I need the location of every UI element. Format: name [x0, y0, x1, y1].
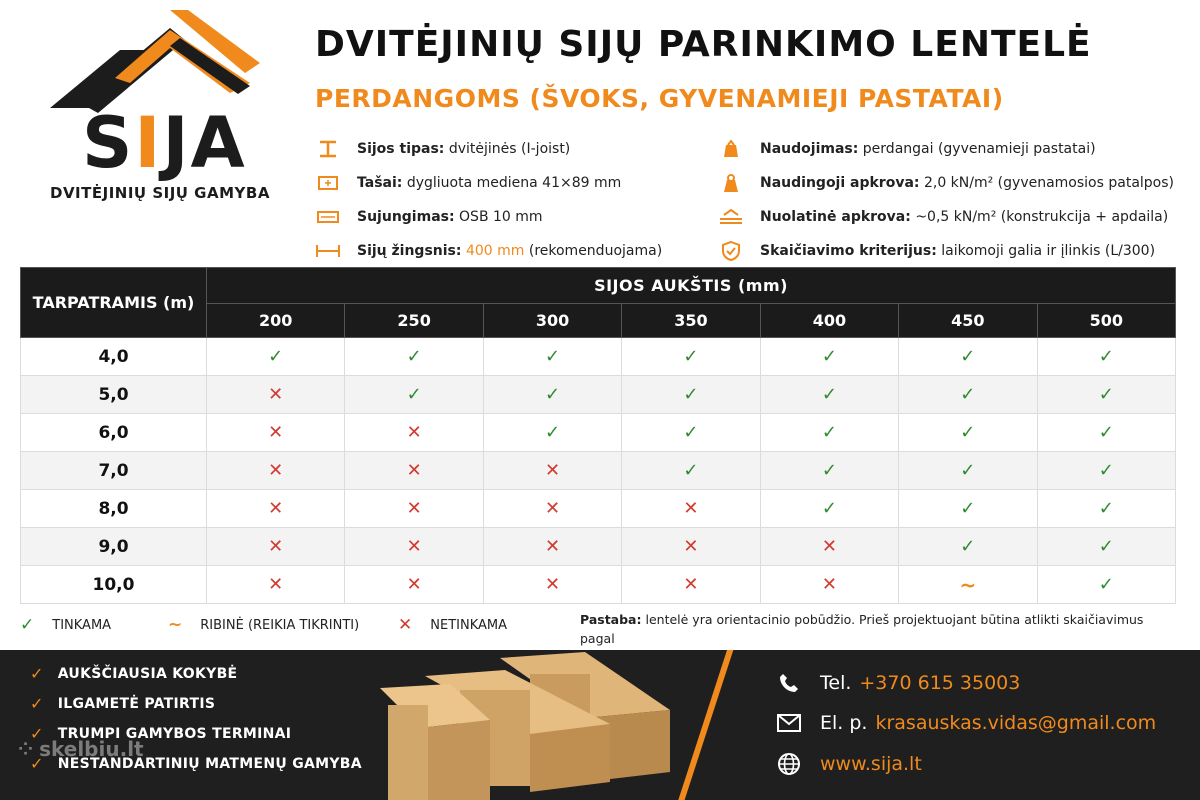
- spec-spacing: Sijų žingsnis: 400 mm (rekomenduojama): [315, 234, 662, 268]
- timber-icon: [315, 172, 341, 194]
- suitability-cell: [483, 452, 621, 490]
- check-icon: ✓: [821, 384, 837, 405]
- logo: [20, 8, 280, 202]
- span-value: 7,0: [21, 452, 207, 490]
- spec-beam-type: Sijos tipas: dvitėjinės (I-joist): [315, 132, 662, 166]
- usage-icon: [718, 138, 744, 160]
- suitability-cell: [483, 414, 621, 452]
- osb-board-icon: [315, 206, 341, 228]
- logo-tagline: DVITĖJINIŲ SIJŲ GAMYBA: [50, 184, 270, 202]
- cross-icon: ✕: [268, 536, 284, 557]
- page-subtitle: PERDANGOMS (ŠVOKS, GYVENAMIEJI PASTATAI): [315, 84, 1004, 113]
- tilde-icon: ~: [959, 572, 977, 597]
- span-value: 10,0: [21, 566, 207, 604]
- suitability-cell: [345, 376, 483, 414]
- contact-phone: Tel. +370 615 35003: [776, 672, 1020, 694]
- permanent-load-icon: [718, 206, 744, 228]
- cross-icon: ✕: [821, 574, 837, 595]
- cross-icon: ✕: [268, 498, 284, 519]
- suitability-cell: [899, 452, 1037, 490]
- cross-icon: ✕: [268, 574, 284, 595]
- row-header-span: TARPATRAMIS (m): [21, 268, 207, 338]
- check-icon: ✓: [960, 422, 976, 443]
- cross-icon: ✕: [406, 574, 422, 595]
- column-header: 500: [1037, 304, 1175, 338]
- cross-icon: ✕: [406, 422, 422, 443]
- column-header: 450: [899, 304, 1037, 338]
- phone-link[interactable]: +370 615 35003: [859, 672, 1021, 694]
- check-icon: ✓: [30, 754, 44, 773]
- i-beam-icon: [315, 138, 341, 160]
- suitability-cell: [207, 566, 345, 604]
- suitability-cell: [1037, 566, 1175, 604]
- cross-icon: ✕: [268, 422, 284, 443]
- span-value: 8,0: [21, 490, 207, 528]
- suitability-cell: [207, 452, 345, 490]
- span-value: 4,0: [21, 338, 207, 376]
- check-icon: ✓: [683, 422, 699, 443]
- footer: [0, 650, 1200, 800]
- suitability-cell: [1037, 452, 1175, 490]
- column-header: 250: [345, 304, 483, 338]
- page-title: DVITĖJINIŲ SIJŲ PARINKIMO LENTELĖ: [315, 24, 1092, 65]
- check-icon: ✓: [1098, 574, 1114, 595]
- cross-icon: ✕: [406, 460, 422, 481]
- table-row: [21, 376, 1176, 414]
- suitability-cell: [483, 376, 621, 414]
- check-icon: ✓: [821, 498, 837, 519]
- suitability-cell: [760, 566, 898, 604]
- suitability-cell: [760, 452, 898, 490]
- check-icon: ✓: [1098, 460, 1114, 481]
- check-icon: ✓: [406, 384, 422, 405]
- check-icon: ✓: [960, 460, 976, 481]
- suitability-cell: [207, 338, 345, 376]
- suitability-cell: [1037, 490, 1175, 528]
- cross-icon: ✕: [406, 536, 422, 557]
- check-icon: ✓: [1098, 422, 1114, 443]
- suitability-cell: [1037, 338, 1175, 376]
- suitability-cell: [622, 566, 760, 604]
- cross-icon: ✕: [545, 498, 561, 519]
- contact-email: El. p. krasauskas.vidas@gmail.com: [776, 712, 1156, 734]
- cross-icon: ✕: [268, 460, 284, 481]
- cross-icon: ✕: [545, 574, 561, 595]
- column-header: 300: [483, 304, 621, 338]
- wooden-beams-image: [380, 650, 700, 800]
- suitability-cell: [345, 566, 483, 604]
- check-icon: ✓: [1098, 384, 1114, 405]
- selection-table: [20, 267, 1176, 604]
- check-icon: ✓: [683, 346, 699, 367]
- weight-icon: [718, 172, 744, 194]
- column-header: 350: [622, 304, 760, 338]
- column-group-header: SIJOS AUKŠTIS (mm): [207, 268, 1176, 304]
- suitability-cell: [1037, 376, 1175, 414]
- table-row: [21, 566, 1176, 604]
- cross-icon: ✕: [821, 536, 837, 557]
- check-icon: ✓: [821, 422, 837, 443]
- phone-icon: [776, 672, 802, 694]
- website-link[interactable]: www.sija.lt: [820, 753, 922, 775]
- suitability-cell: [345, 414, 483, 452]
- cross-icon: ✕: [683, 574, 699, 595]
- cross-icon: ✕: [406, 498, 422, 519]
- suitability-cell: [899, 338, 1037, 376]
- check-icon: ✓: [960, 536, 976, 557]
- suitability-cell: [622, 452, 760, 490]
- suitability-cell: [345, 528, 483, 566]
- envelope-icon: [776, 714, 802, 732]
- suitability-cell: [760, 490, 898, 528]
- suitability-cell: [345, 490, 483, 528]
- spec-criterion: Skaičiavimo kriterijus: laikomoji galia ir įlinkis (L/300): [718, 234, 1174, 268]
- spacing-icon: [315, 240, 341, 262]
- suitability-cell: [760, 376, 898, 414]
- check-icon: ✓: [30, 724, 44, 743]
- cross-icon: ✕: [545, 536, 561, 557]
- check-icon: ✓: [545, 422, 561, 443]
- email-link[interactable]: krasauskas.vidas@gmail.com: [875, 712, 1157, 734]
- suitability-cell: [899, 376, 1037, 414]
- feature-item: ✓ TRUMPI GAMYBOS TERMINAI: [30, 724, 292, 743]
- table-row: [21, 414, 1176, 452]
- table-row: [21, 528, 1176, 566]
- spec-timber: Tašai: dygliuota mediena 41×89 mm: [315, 166, 662, 200]
- suitability-cell: [622, 414, 760, 452]
- cross-icon: ✕: [268, 384, 284, 405]
- check-icon: ✓: [821, 460, 837, 481]
- column-header: 400: [760, 304, 898, 338]
- check-icon: ✓: [960, 498, 976, 519]
- suitability-cell: [483, 490, 621, 528]
- span-value: 5,0: [21, 376, 207, 414]
- suitability-cell: [1037, 414, 1175, 452]
- feature-item: ✓ ILGAMETĖ PATIRTIS: [30, 694, 216, 713]
- spec-connection: Sujungimas: OSB 10 mm: [315, 200, 662, 234]
- suitability-cell: [622, 376, 760, 414]
- check-icon: ✓: [683, 384, 699, 405]
- suitability-cell: [899, 490, 1037, 528]
- check-icon: ✓: [821, 346, 837, 367]
- check-icon: ✓: [268, 346, 284, 367]
- cross-icon: ✕: [545, 460, 561, 481]
- spec-live-load: Naudingoji apkrova: 2,0 kN/m² (gyvenamosios patalpos): [718, 166, 1174, 200]
- suitability-cell: [483, 528, 621, 566]
- suitability-cell: [1037, 528, 1175, 566]
- spec-dead-load: Nuolatinė apkrova: ~0,5 kN/m² (konstrukcija + apdaila): [718, 200, 1174, 234]
- legend-ok: ✓ TINKAMA: [20, 615, 112, 635]
- check-icon: ✓: [30, 664, 44, 683]
- check-icon: ✓: [960, 384, 976, 405]
- table-row: [21, 452, 1176, 490]
- check-icon: ✓: [683, 460, 699, 481]
- check-icon: ✓: [960, 346, 976, 367]
- suitability-cell: [622, 490, 760, 528]
- logo-wordmark: SIJA: [82, 102, 247, 184]
- span-value: 9,0: [21, 528, 207, 566]
- specs-left: [315, 132, 662, 268]
- column-header: 200: [207, 304, 345, 338]
- specs-right: [718, 132, 1174, 268]
- suitability-cell: [899, 566, 1037, 604]
- table-row: [21, 490, 1176, 528]
- spec-usage: Naudojimas: perdangai (gyvenamieji pastatai): [718, 132, 1174, 166]
- suitability-cell: [207, 528, 345, 566]
- cross-icon: ✕: [683, 536, 699, 557]
- suitability-cell: [760, 338, 898, 376]
- feature-item: ✓ AUKŠČIAUSIA KOKYBĖ: [30, 664, 238, 683]
- check-icon: ✓: [30, 694, 44, 713]
- check-icon: ✓: [406, 346, 422, 367]
- suitability-cell: [760, 528, 898, 566]
- contact-web: [776, 752, 922, 776]
- suitability-cell: [345, 338, 483, 376]
- suitability-cell: [483, 566, 621, 604]
- suitability-cell: [483, 338, 621, 376]
- dots-icon: ⁘: [18, 738, 34, 760]
- check-icon: ✓: [1098, 346, 1114, 367]
- check-icon: ✓: [545, 384, 561, 405]
- suitability-cell: [207, 414, 345, 452]
- shield-icon: [718, 240, 744, 262]
- suitability-cell: [622, 528, 760, 566]
- suitability-cell: [899, 414, 1037, 452]
- globe-icon: [776, 752, 802, 776]
- legend-borderline: ~ RIBINĖ (REIKIA TIKRINTI): [168, 615, 360, 635]
- cross-icon: ✕: [683, 498, 699, 519]
- suitability-cell: [345, 452, 483, 490]
- table-row: [21, 338, 1176, 376]
- check-icon: ✓: [1098, 498, 1114, 519]
- watermark: ⁘ skelbiu.lt: [18, 737, 144, 761]
- suitability-cell: [899, 528, 1037, 566]
- disclaimer-note: Pastaba: lentelė yra orientacinio pobūdžio. Prieš projektuojant būtina atlikti skaičiavimus pagal: [580, 612, 1144, 646]
- check-icon: ✓: [545, 346, 561, 367]
- feature-item: ✓ NESTANDARTINIŲ MATMENŲ GAMYBA: [30, 754, 362, 773]
- span-value: 6,0: [21, 414, 207, 452]
- suitability-cell: [207, 490, 345, 528]
- check-icon: ✓: [1098, 536, 1114, 557]
- suitability-cell: [207, 376, 345, 414]
- legend-not-ok: ✕ NETINKAMA: [398, 615, 507, 635]
- suitability-cell: [760, 414, 898, 452]
- suitability-cell: [622, 338, 760, 376]
